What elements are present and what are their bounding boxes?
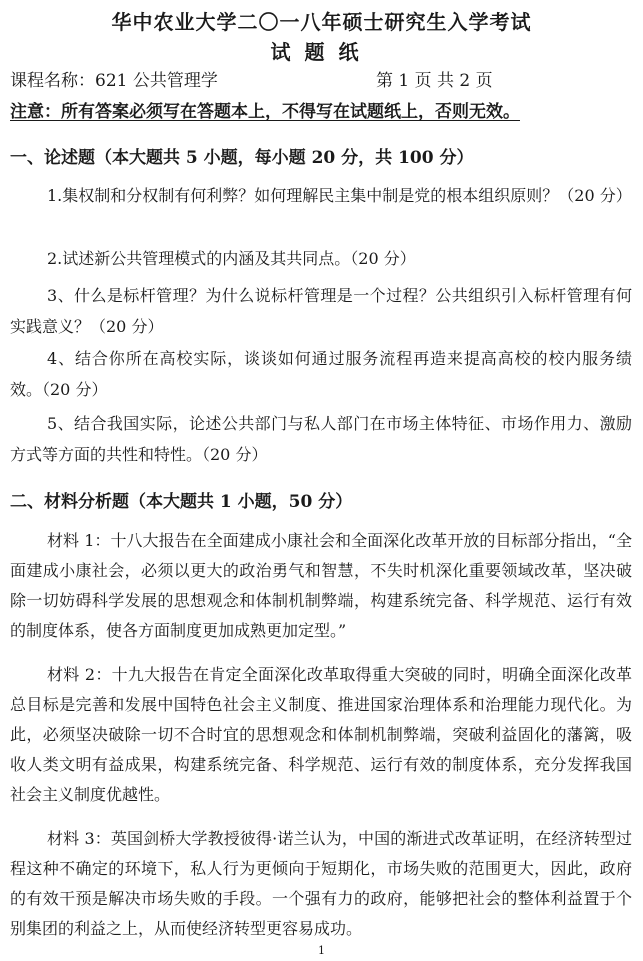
- section-heading-essay: 一、论述题（本大题共 5 小题，每小题 20 分，共 100 分）: [10, 148, 474, 168]
- question-2: 2.试述新公共管理模式的内涵及其共同点。（20 分）: [47, 249, 416, 268]
- question-3: 3、什么是标杆管理？为什么说标杆管理是一个过程？公共组织引入标杆管理有何实践意义？（20 分）: [10, 286, 632, 336]
- exam-title: 华中农业大学二〇一八年硕士研究生入学考试: [111, 10, 532, 34]
- material-1: 材料 1：十八大报告在全面建成小康社会和全面深化改革开放的目标部分指出，“全面建成小康社会，必须以更大的政治勇气和智慧，不失时机深化重要领域改革，坚决破除一切妨碍科学发展的思想观念和体制机制弊端，构建系统完备、科学规范、运行有效的制度体系，使各方面制度更加成熟更加定型。”: [10, 531, 632, 640]
- exam-subtitle: 试题纸: [270, 40, 373, 64]
- exam-notice: 注意：所有答案必须写在答题本上，不得写在试题纸上，否则无效。: [10, 102, 520, 122]
- question-1: 1.集权制和分权制有何利弊？如何理解民主集中制是党的根本组织原则？（20 分）: [47, 186, 632, 205]
- section-heading-material: 二、材料分析题（本大题共 1 小题，50 分）: [10, 492, 353, 512]
- question-5: 5、结合我国实际，论述公共部门与私人部门在市场主体特征、市场作用力、激励方式等方面的共性和特性。（20 分）: [10, 414, 632, 464]
- course-name: 课程名称：621 公共管理学: [10, 71, 218, 91]
- question-4: 4、结合你所在高校实际，谈谈如何通过服务流程再造来提高高校的校内服务绩效。（20 分）: [10, 349, 632, 399]
- page-number: 1: [318, 944, 325, 957]
- material-3: 材料 3：英国剑桥大学教授彼得·诺兰认为，中国的渐进式改革证明，在经济转型过程这种不确定的环境下，私人行为更倾向于短期化，市场失败的范围更大，因此，政府的有效干预是解决市场失败的手段。一个强有力的政府，能够把社会的整体利益置于个别集团的利益之上，从而使经济转型更容易成功。: [10, 829, 632, 938]
- course-meta: [10, 66, 633, 92]
- material-2: 材料 2：十九大报告在肯定全面深化改革取得重大突破的同时，明确全面深化改革总目标是完善和发展中国特色社会主义制度、推进国家治理体系和治理能力现代化。为此，必须坚决破除一切不合时宜的思想观念和体制机制弊端，突破利益固化的藩篱，吸收人类文明有益成果，构建系统完备、科学规范、运行有效的制度体系，充分发挥我国社会主义制度优越性。: [10, 665, 632, 804]
- page-info: 第 1 页 共 2 页: [376, 71, 493, 91]
